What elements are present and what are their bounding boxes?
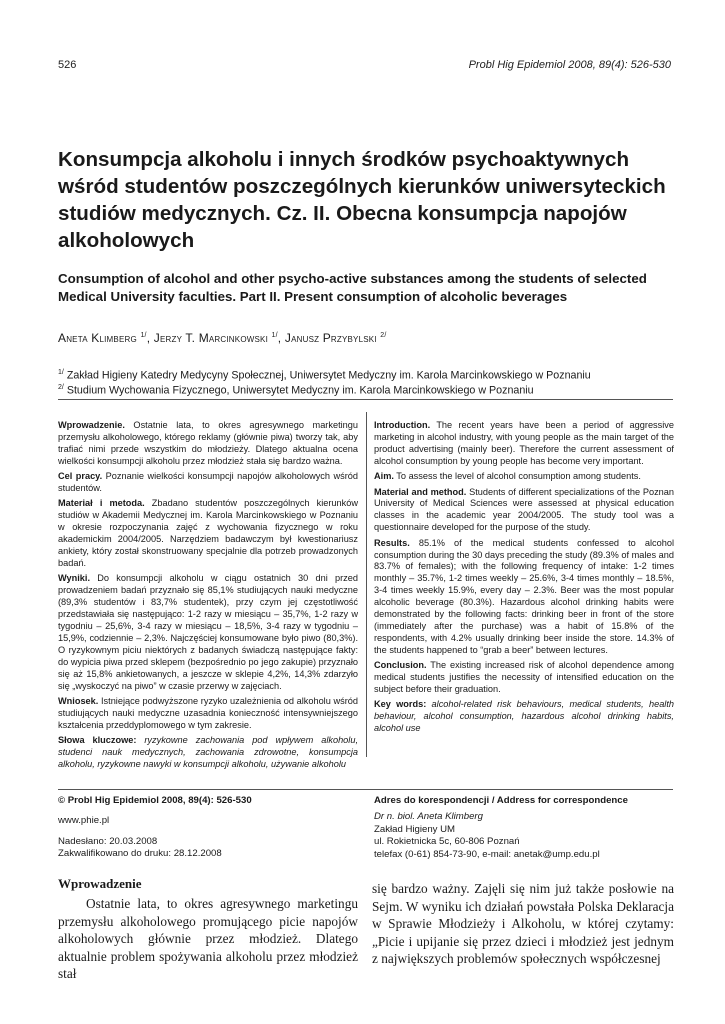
section-text: 85.1% of the medical students confessed to alcohol consumption during the 30 days preceding the study (89.3% of males and 83.7% of females); with the following frequency of intake: 1-2 times monthly – 35.7%, 1-2 times weekly – 25.6%, 3-4 times monthly – 18.5%, 3-4 times weekly 15.9%, every day – 2.3%. Beer was the most popular alcoholic beverage (80.3%). Hazardous alcohol drinking habits were demonstrated by the following facts: drinking beer in front of the store (immediately after the purchase) was a habit of 15.8% of the respondents, with 4.2% usually drinking beer inside the store. 14.3% of the students happened to “grab a beer” between lectures. <box>374 537 674 655</box>
affiliation-text: Zakład Higieny Katedry Medycyny Społecznej, Uniwersytet Medyczny im. Karola Marcinkowskiego w Poznaniu <box>66 369 591 382</box>
abstract-english <box>374 420 674 739</box>
abstract-section <box>58 498 358 569</box>
section-label: Wyniki. <box>58 573 90 584</box>
correspondence-dept: Zakład Higieny UM <box>374 823 456 835</box>
author-name: Jerzy T. Marcinkowski <box>153 331 268 345</box>
journal-citation: Probl Hig Epidemiol 2008, 89(4): 526-530 <box>468 59 671 71</box>
section-label: Materiał i metoda. <box>58 498 145 509</box>
section-text: The existing increased risk of alcohol dependence among medical students justifies the necessity of intensified education on the subject before their graduation. <box>374 660 674 695</box>
abstract-section <box>374 471 674 483</box>
website-link[interactable]: www.phie.pl <box>58 815 110 827</box>
correspondence-heading: Adres do korespondencji / Address for correspondence <box>374 795 628 806</box>
author-name: Janusz Przybylski <box>284 331 377 345</box>
author-name: Aneta Klimberg <box>58 331 137 345</box>
publication-info <box>58 795 358 861</box>
divider <box>58 789 673 790</box>
section-text: Do konsumpcji alkoholu w ciągu ostatnich 30 dni przed prowadzeniem badań przyznało się 85,1% studiujących nauki medyczne (89,3% studentów i 83,7% studentek), przy czym jej częstotliwość przedstawiała się następująco: 1-2 razy w miesiącu – 35,7%, 1-2 razy w tygodniu – 25,6%, 3-4 razy w miesiącu – 18,5%, 3-4 razy w tygodniu – 15,9%, codziennie – 2,3%. Najczęściej konsumowane było piwo (80,3%). O ryzykownym piciu niektórych z badanych świadczą następujące fakty: do wypicia piwa przed sklepem (bezpośrednio po jego zakupie) przyznało się aż 15,8% ankietowanych, a jeszcze w sklepie 4,2%, 14,3% zdarzyło się „wyskoczyć na piwo” w czasie przerwy w zajęciach. <box>58 573 358 691</box>
section-text: Ostatnie lata, to okres agresywnego marketingu przemysłu alkoholowego, którego reklamy (głównie piwa) tworzy tak, aby trafiać nimi przede wszystkim do młodzieży. Dlatego aktualna ocena wielkości konsumpcji alkoholu przez młodzież stała się bardzo ważna. <box>58 420 358 466</box>
section-text: Students of different specializations of the Poznan University of Medical Sciences were assessed at physical education classes in the academic year 2004/2005. The study tool was a questionnaire developed for the purpose of the study. <box>374 486 675 533</box>
section-label: Results. <box>374 537 410 548</box>
affiliation-mark: 2/ <box>58 384 64 391</box>
section-text: Zbadano studentów poszczególnych kierunków studiów w Akademii Medycznej im. Karola Marcinkowskiego w Poznaniu w okresie rozpoczynania zajęć z wychowania fizycznego w roku akademickim 2004/2005. Narzędziem badawczym był kwestionariusz ankiety, który został skonstruowany specjalnie dla potrzeb prowadzonych badań. <box>58 498 358 568</box>
abstract-section <box>58 471 358 495</box>
accepted-date: Zakwalifikowano do druku: 28.12.2008 <box>58 848 222 860</box>
submitted-date: Nadesłano: 20.03.2008 <box>58 835 158 847</box>
section-label: Wniosek. <box>58 695 99 706</box>
author-separator: , <box>146 331 154 345</box>
divider <box>58 399 673 400</box>
section-text: The recent years have been a period of aggressive marketing in alcohol industry, with young people as the main target of the product advertising (mainly beer). Therefore the current assessment of alcohol consumption by young people has become very important. <box>374 420 674 466</box>
author-affiliation-mark: 1/ <box>271 332 278 339</box>
section-label: Key words: <box>374 699 427 710</box>
abstract-keywords <box>58 735 358 771</box>
keywords-text: alcohol-related risk behaviours, medical students, health behaviour, alcohol consumption, hazardous alcohol drinking habits, alcohol use <box>374 699 675 734</box>
affiliation-text: Studium Wychowania Fizycznego, Uniwersytet Medyczny im. Karola Marcinkowskiego w Poznaniu <box>66 384 534 397</box>
section-label: Słowa kluczowe: <box>58 735 137 746</box>
abstract-section <box>58 420 358 468</box>
abstract-polish <box>58 420 358 774</box>
title-english: Consumption of alcohol and other psycho-active substances among the students of selected Medical University faculties. Part II. Present consumption of alcoholic beverages <box>58 271 647 304</box>
correspondence-name: Dr n. biol. Aneta Klimberg <box>374 811 483 823</box>
section-heading-introduction: Wprowadzenie <box>58 876 142 891</box>
correspondence-info <box>374 795 674 861</box>
correspondence-street: ul. Rokietnicka 5c, 60-806 Poznań <box>374 836 520 848</box>
affiliation-mark: 1/ <box>58 369 64 376</box>
section-label: Material and method. <box>374 486 467 497</box>
section-label: Cel pracy. <box>58 471 103 482</box>
section-text: Istniejące podwyższone ryzyko uzależnienia od alkoholu wśród studiujących nauki medyczne uzasadnia konieczność intensywniejszego kształcenia przeddyplomowego w tym zakresie. <box>58 695 358 730</box>
column-divider <box>366 412 367 757</box>
section-label: Introduction. <box>374 420 431 430</box>
author-separator: , <box>277 331 285 345</box>
abstract-section <box>374 538 674 657</box>
body-paragraph-right: się bardzo ważny. Zajęli się nim już także posłowie na Sejm. W wyniku ich działań powstała Polska Deklaracja w Sprawie Młodzieży i Alkoholu, w której czytamy: „Picie i upijanie się przez dzieci i młodzież jest jednym z największych problemów społecznych współczesnej <box>372 881 674 967</box>
keywords-text: ryzykowne zachowania pod wpływem alkoholu, studenci nauk medycznych, zachowania zdrowotne, konsumpcja alkoholu, ryzykowne nawyki w konsumpcji alkoholu, używanie alkoholu <box>58 735 358 769</box>
section-text: To assess the level of alcohol consumption among students. <box>393 471 641 482</box>
page-number: 526 <box>58 59 77 71</box>
abstract-section <box>374 660 674 696</box>
abstract-section <box>58 573 358 692</box>
abstract-section <box>58 696 358 732</box>
abstract-keywords <box>374 699 674 735</box>
copyright-line: © Probl Hig Epidemiol 2008, 89(4): 526-530 <box>58 795 252 806</box>
correspondence-contact: telefax (0-61) 854-73-90, e-mail: anetak@ump.edu.pl <box>374 848 600 860</box>
section-label: Conclusion. <box>374 660 427 671</box>
section-text: Poznanie wielkości konsumpcji napojów alkoholowych wśród studentów. <box>58 471 358 494</box>
abstract-section <box>374 487 674 535</box>
body-paragraph-left: Ostatnie lata, to okres agresywnego marketingu przemysłu alkoholowego promującego picie napojów alkoholowych głównie przez młodzież. Dlatego aktualnie problem spożywania alkoholu przez młodzież stał <box>58 896 358 982</box>
author-affiliation-mark: 1/ <box>140 332 147 339</box>
authors-line <box>58 331 387 345</box>
title-polish: Konsumpcja alkoholu i innych środków psychoaktywnych wśród studentów poszczególnych kierunków uniwersyteckich studiów medycznych. Cz. II. Obecna konsumpcja napojów alkoholowych <box>58 148 666 252</box>
abstract-section <box>374 420 674 468</box>
section-label: Aim. <box>374 471 394 482</box>
affiliation <box>58 381 534 398</box>
section-label: Wprowadzenie. <box>58 420 125 430</box>
author-affiliation-mark: 2/ <box>380 332 387 339</box>
